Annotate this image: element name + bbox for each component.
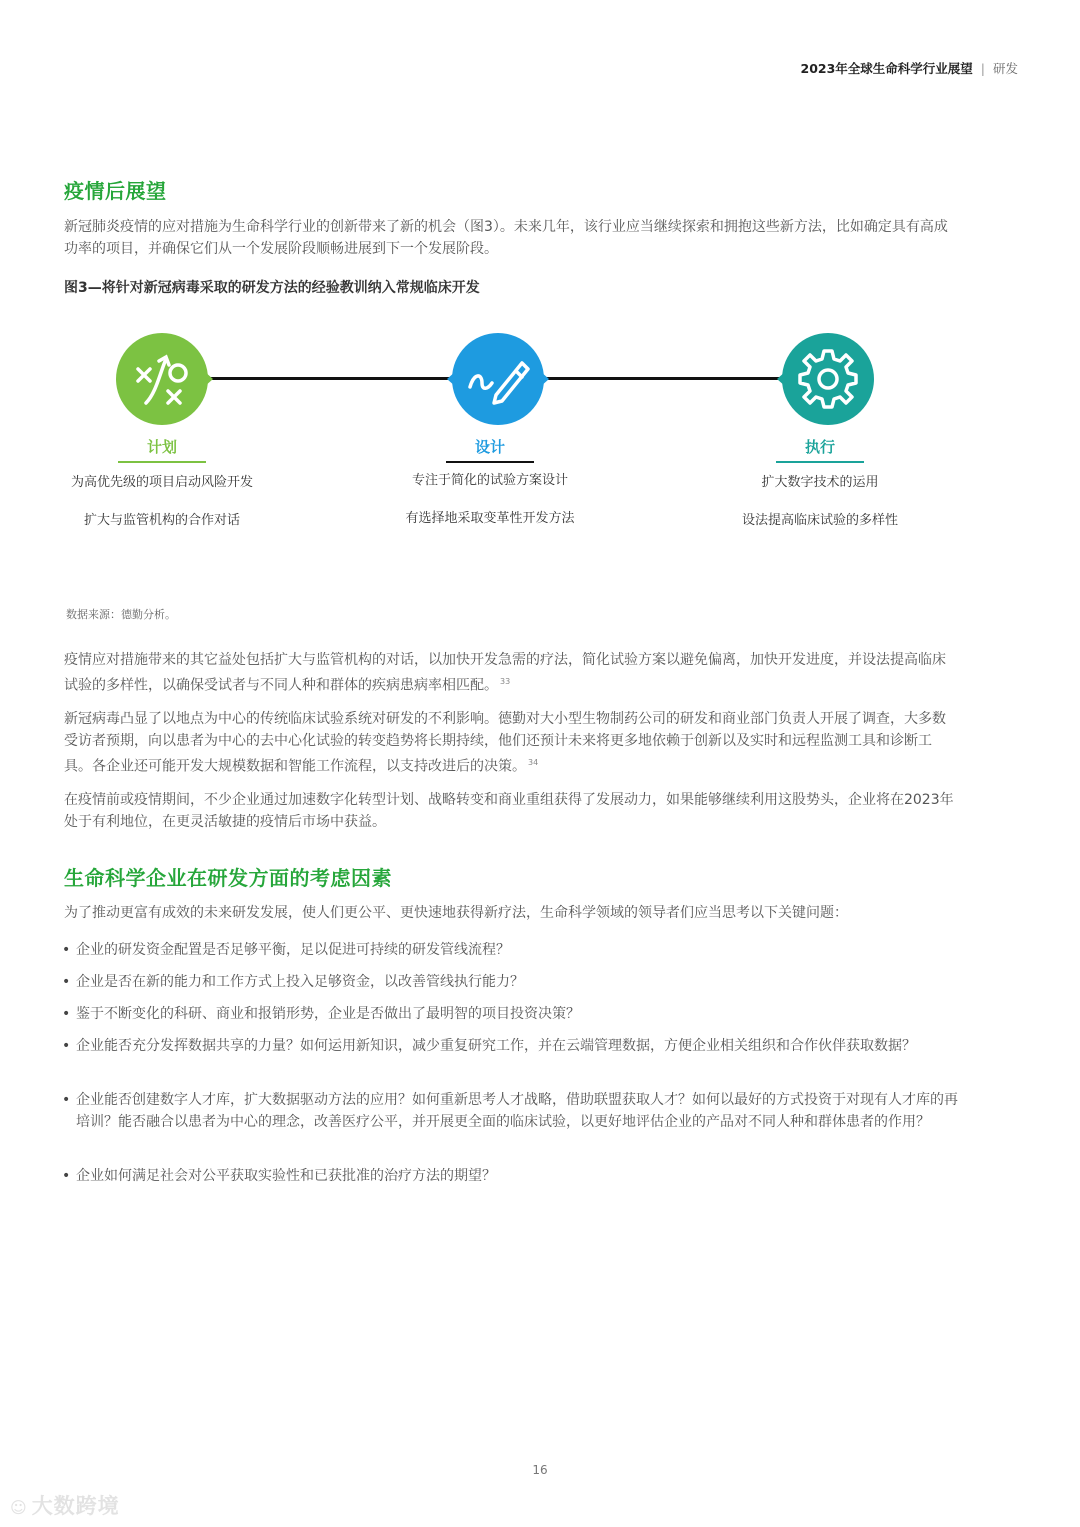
body-paragraph-1: 疫情应对措施带来的其它益处包括扩大与监管机构的对话，以加快开发急需的疗法，简化试验方案以避免偏离，加快开发进度，并设法提高临床试验的多样性，以确保受试者与不同人种和群体的疾病患病率相匹配。 $^{33}$ — [64, 652, 946, 694]
running-header — [801, 59, 1019, 77]
pencil-design-icon — [446, 333, 538, 425]
step-label-execute: 执行 — [776, 436, 864, 463]
considerations-intro: 为了推动更富有成效的未来研发发展，使人们更公平、更快速地获得新疗法，生命科学领域的领导者们应当思考以下关键问题： — [64, 905, 848, 921]
watermark-logo: ☺ 大数跨境 — [10, 1494, 120, 1518]
footnote-ref: 33 — [500, 677, 511, 686]
step-execute-item-1: 扩大数字技术的运用 — [761, 475, 879, 490]
figure-title: 图3—将针对新冠病毒采取的研发方法的经验教训纳入常规临床开发 — [64, 280, 480, 296]
step-plan-item-2: 扩大与监管机构的合作对话 — [83, 513, 240, 528]
body-paragraph-2: 新冠病毒凸显了以地点为中心的传统临床试验系统对研发的不利影响。德勤对大小型生物制药公司的研发和商业部门负责人开展了调查，大多数受访者预期，向以患者为中心的去中心化试验的转变趋势将长期持续，他们还预计未来将更多地依赖于创新以及实时和远程监测工具和诊断工具。各企业还可能开发大规模数据和智能工作流程，以支持改进后的决策。 $^{34}$ — [64, 711, 946, 775]
footnote-ref: 34 — [528, 758, 539, 767]
report-title: 2023年全球生命科学行业展望 — [800, 61, 973, 76]
header-separator: | — [980, 61, 985, 76]
gear-icon — [776, 333, 868, 425]
list-item: • 企业能否创建数字人才库，扩大数据驱动方法的应用？如何重新思考人才战略，借助联盟获取人才？如何以最好的方式投资于对现有人才库的再培训？能否融合以患者为中心的理念，改善医疗公平，并开展更全面的临床试验，以更好地评估企业的产品对不同人种和群体患者的作用？ — [62, 1092, 958, 1130]
step-label-plan: 计划 — [118, 436, 206, 463]
page-number: 16 — [532, 1463, 548, 1477]
step-plan-item-1: 为高优先级的项目启动风险开发 — [70, 475, 253, 490]
list-item: • 企业能否充分发挥数据共享的力量？如何运用新知识，减少重复研究工作，并在云端管理数据，方便企业相关组织和合作伙伴获取数据？ — [62, 1038, 916, 1054]
section-heading-outlook: 疫情后展望 — [64, 179, 167, 203]
step-design-item-2: 有选择地采取变革性开发方法 — [405, 511, 575, 526]
list-item: • 鉴于不断变化的科研、商业和报销形势，企业是否做出了最明智的项目投资决策？ — [62, 1006, 580, 1022]
body-paragraph-3: 在疫情前或疫情期间，不少企业通过加速数字化转型计划、战略转变和商业重组获得了发展动力，如果能够继续利用这股势头，企业将在2023年处于有利地位，在更灵活敏捷的疫情后市场中获益。 — [64, 792, 954, 830]
list-item: • 企业是否在新的能力和工作方式上投入足够资金，以改善管线执行能力？ — [62, 974, 524, 990]
step-execute-item-2: 设法提高临床试验的多样性 — [741, 513, 898, 528]
header-section: 研发 — [992, 61, 1018, 76]
section-heading-considerations: 生命科学企业在研发方面的考虑因素 — [64, 866, 392, 890]
section-intro-paragraph: 新冠肺炎疫情的应对措施为生命科学行业的创新带来了新的机会（图3）。未来几年，该行业应当继续探索和拥抱这些新方法，比如确定具有高成功率的项目，并确保它们从一个发展阶段顺畅进展到下一个发展阶段。 — [64, 219, 948, 257]
strategy-play-icon — [116, 333, 208, 425]
figure-source: 数据来源：德勤分析。 — [66, 608, 176, 621]
step-design-item-1: 专注于简化的试验方案设计 — [411, 473, 568, 488]
list-item: • 企业的研发资金配置是否足够平衡，足以促进可持续的研发管线流程？ — [62, 942, 510, 958]
list-item: • 企业如何满足社会对公平获取实验性和已获批准的治疗方法的期望？ — [62, 1168, 496, 1184]
step-label-design: 设计 — [446, 436, 534, 463]
